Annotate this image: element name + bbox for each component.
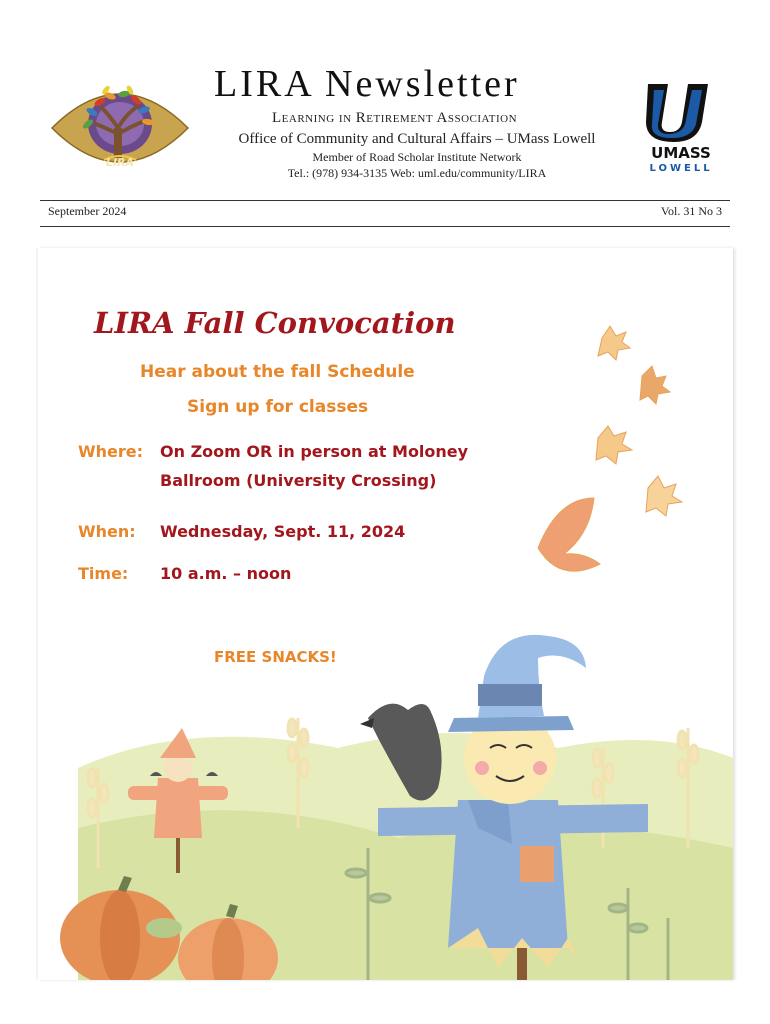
lira-logo-text: LIRA: [105, 156, 135, 169]
header-rule-top: [40, 200, 730, 201]
flyer-illustration: [38, 248, 733, 980]
time-value: 10 a.m. – noon: [160, 564, 292, 583]
where-label: Where:: [78, 442, 144, 461]
header-rule-bottom: [40, 226, 730, 227]
when-value: Wednesday, Sept. 11, 2024: [160, 522, 406, 541]
free-snacks: FREE SNACKS!: [214, 648, 337, 666]
flyer-title: LIRA Fall Convocation: [94, 306, 456, 340]
umass-lowell-logo: [640, 78, 722, 174]
flyer-line-schedule: Hear about the fall Schedule: [140, 362, 415, 382]
office-line: Office of Community and Cultural Affairs – UMass Lowell: [238, 131, 596, 147]
member-line: Member of Road Scholar Institute Network: [312, 150, 522, 164]
lowell-text: LOWELL: [649, 163, 713, 174]
issue-volume: Vol. 31 No 3: [660, 204, 722, 218]
time-label: Time:: [78, 564, 129, 583]
where-value-line1: On Zoom OR in person at Moloney: [160, 442, 469, 461]
flyer-line-signup: Sign up for classes: [187, 397, 369, 417]
contact-line: Tel.: (978) 934-3135 Web: uml.edu/community/LIRA: [287, 166, 547, 180]
umass-text: UMASS: [651, 144, 711, 162]
issue-date: September 2024: [48, 204, 127, 218]
newsletter-title: LIRA Newsletter: [214, 63, 520, 105]
when-label: When:: [78, 522, 136, 541]
association-name: Learning in Retirement Association: [272, 110, 518, 126]
where-value-line2: Ballroom (University Crossing): [160, 471, 437, 490]
convocation-flyer: [38, 248, 733, 980]
